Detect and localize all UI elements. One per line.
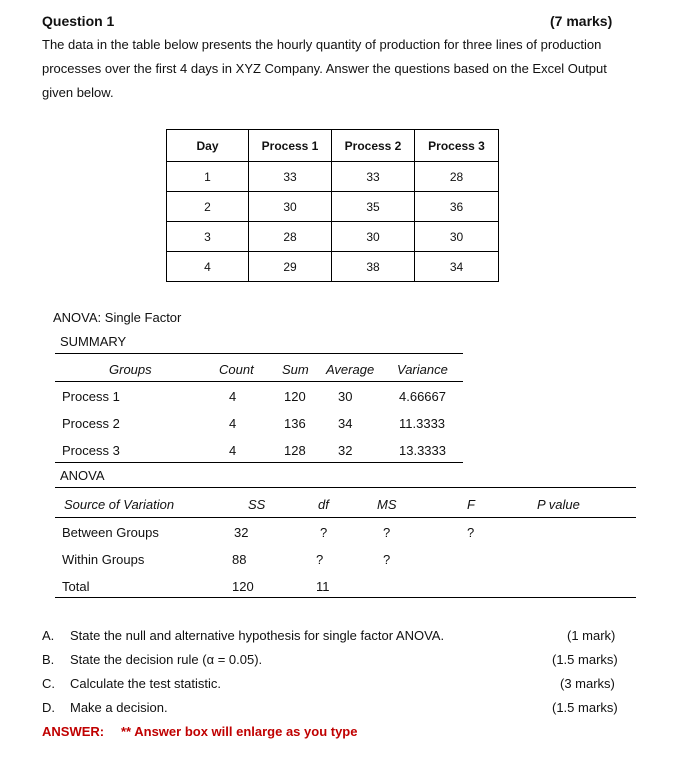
- production-data-table: [166, 129, 499, 282]
- anova-header-ss: SS: [248, 497, 266, 512]
- summary-sum: 136: [284, 416, 306, 431]
- anova-bottom-rule: [55, 597, 636, 598]
- anova-header-f: F: [467, 497, 475, 512]
- answer-note: ** Answer box will enlarge as you type: [121, 724, 358, 739]
- anova-df: ?: [320, 525, 328, 540]
- summary-bottom-rule: [55, 462, 463, 463]
- header-day: Day: [167, 130, 249, 162]
- summary-count: 4: [229, 389, 237, 404]
- anova-header-df: df: [318, 497, 329, 512]
- anova-source: Between Groups: [62, 525, 159, 540]
- summary-count: 4: [229, 416, 237, 431]
- anova-ms: ?: [383, 552, 391, 567]
- question-marks: (7 marks): [550, 13, 613, 29]
- anova-ss: 120: [232, 579, 254, 594]
- cell: 33: [332, 162, 415, 192]
- part-c-text: Calculate the test statistic.: [70, 676, 222, 691]
- part-c-letter: C.: [42, 676, 55, 691]
- summary-average: 30: [338, 389, 353, 404]
- anova-label: ANOVA: [60, 468, 105, 483]
- cell: 28: [415, 162, 499, 192]
- summary-header-count: Count: [219, 362, 254, 377]
- summary-variance: 11.3333: [399, 416, 446, 431]
- anova-source: Total: [62, 579, 90, 594]
- table-row: [167, 162, 499, 192]
- anova-ms: ?: [383, 525, 391, 540]
- anova-top-rule: [55, 487, 636, 488]
- cell: 30: [249, 192, 332, 222]
- cell: 38: [332, 252, 415, 282]
- summary-variance: 4.66667: [399, 389, 446, 404]
- part-b-letter: B.: [42, 652, 55, 667]
- cell: 3: [167, 222, 249, 252]
- cell: 30: [415, 222, 499, 252]
- summary-average: 34: [338, 416, 353, 431]
- summary-top-rule: [55, 353, 463, 354]
- table-row: [167, 192, 499, 222]
- summary-group: Process 2: [62, 416, 120, 431]
- cell: 2: [167, 192, 249, 222]
- anova-header-rule: [55, 517, 636, 518]
- summary-label: SUMMARY: [60, 334, 127, 349]
- cell: 29: [249, 252, 332, 282]
- anova-ss: 32: [234, 525, 249, 540]
- part-a-text: State the null and alternative hypothesis for single factor ANOVA.: [70, 628, 445, 643]
- part-b-marks: (1.5 marks): [552, 652, 618, 667]
- part-d-text: Make a decision.: [70, 700, 168, 715]
- anova-df: 11: [316, 579, 330, 594]
- summary-header-rule: [55, 381, 463, 382]
- cell: 30: [332, 222, 415, 252]
- cell: 4: [167, 252, 249, 282]
- intro-line-1: The data in the table below presents the hourly quantity of production for three lines of production: [42, 37, 602, 52]
- summary-sum: 120: [284, 389, 306, 404]
- summary-average: 32: [338, 443, 353, 458]
- part-c-marks: (3 marks): [560, 676, 615, 691]
- anova-ss: 88: [232, 552, 247, 567]
- header-process-2: Process 2: [332, 130, 415, 162]
- summary-header-average: Average: [326, 362, 375, 377]
- anova-source: Within Groups: [62, 552, 145, 567]
- header-process-1: Process 1: [249, 130, 332, 162]
- answer-label: ANSWER:: [42, 724, 105, 739]
- summary-count: 4: [229, 443, 237, 458]
- summary-group: Process 3: [62, 443, 120, 458]
- cell: 33: [249, 162, 332, 192]
- header-process-3: Process 3: [415, 130, 499, 162]
- intro-line-3: given below.: [42, 85, 114, 100]
- intro-line-2: processes over the first 4 days in XYZ Company. Answer the questions based on the Excel Output: [42, 61, 607, 76]
- cell: 35: [332, 192, 415, 222]
- cell: 1: [167, 162, 249, 192]
- anova-header-source: Source of Variation: [64, 497, 175, 512]
- summary-header-groups: Groups: [109, 362, 152, 377]
- part-d-marks: (1.5 marks): [552, 700, 618, 715]
- summary-sum: 128: [284, 443, 306, 458]
- anova-title: ANOVA: Single Factor: [53, 310, 182, 325]
- anova-header-pvalue: P value: [537, 497, 580, 512]
- anova-f: ?: [467, 525, 475, 540]
- part-a-letter: A.: [42, 628, 55, 643]
- part-a-marks: (1 mark): [567, 628, 616, 643]
- table-row: [167, 252, 499, 282]
- summary-header-sum: Sum: [282, 362, 309, 377]
- part-d-letter: D.: [42, 700, 55, 715]
- anova-header-ms: MS: [377, 497, 397, 512]
- table-row: [167, 222, 499, 252]
- cell: 28: [249, 222, 332, 252]
- summary-header-variance: Variance: [397, 362, 448, 377]
- part-b-text: State the decision rule (α = 0.05).: [70, 652, 263, 667]
- cell: 36: [415, 192, 499, 222]
- summary-variance: 13.3333: [399, 443, 446, 458]
- question-title: Question 1: [42, 13, 115, 29]
- summary-group: Process 1: [62, 389, 120, 404]
- anova-df: ?: [316, 552, 324, 567]
- cell: 34: [415, 252, 499, 282]
- table-header-row: [167, 130, 499, 162]
